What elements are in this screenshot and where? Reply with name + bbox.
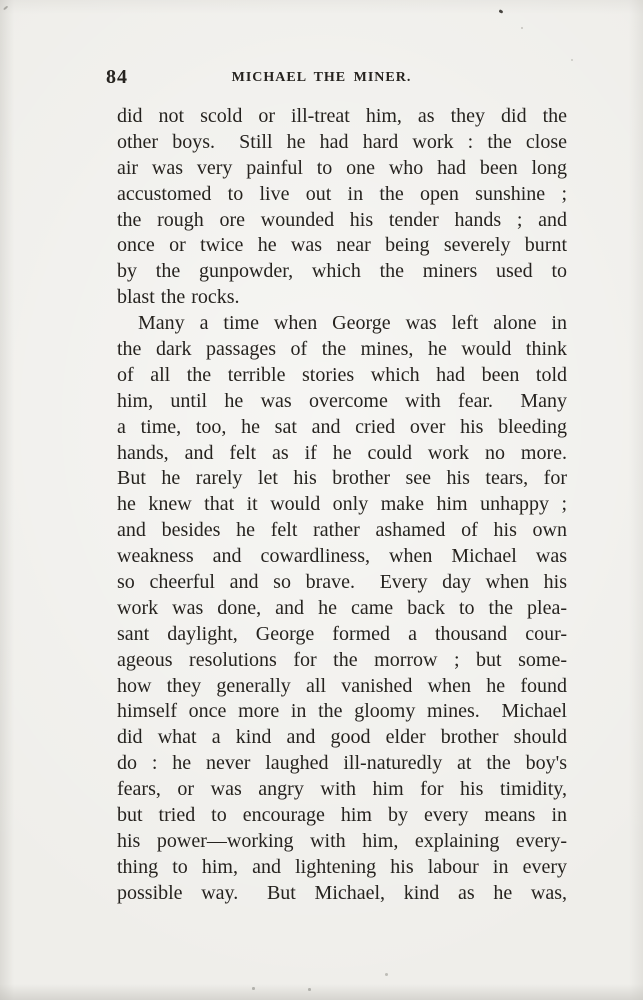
- text-line: ageous resolutions for the morrow ; but some-: [117, 648, 567, 671]
- text-line: so cheerful and so brave. Every day when his: [117, 571, 567, 594]
- text-line: the rough ore wounded his tender hands ; and: [117, 208, 567, 231]
- text-line: did not scold or ill-treat him, as they did the: [117, 105, 567, 127]
- text-line: other boys. Still he had hard work : the close: [117, 130, 567, 153]
- text-line: but tried to encourage him by every means in: [117, 804, 567, 827]
- paragraph-2: [117, 311, 567, 906]
- text-line: a time, too, he sat and cried over his bleeding: [117, 415, 567, 438]
- text-line: himself once more in the gloomy mines. Michael: [117, 700, 567, 723]
- scan-speck: [385, 973, 388, 976]
- text-line: sant daylight, George formed a thousand cour-: [117, 622, 567, 645]
- text-line: and besides he felt rather ashamed of his own: [117, 519, 567, 542]
- page-number: 84: [106, 66, 128, 88]
- text-line: of all the terrible stories which had been told: [117, 363, 567, 386]
- text-line: him, until he was overcome with fear. Many: [117, 389, 567, 412]
- text-line: accustomed to live out in the open sunshine ;: [117, 182, 567, 205]
- text-line: thing to him, and lightening his labour in every: [117, 855, 567, 878]
- text-line: blast the rocks.: [117, 286, 240, 309]
- text-line: Many a time when George was left alone in: [138, 312, 567, 335]
- scan-speck: [3, 6, 8, 10]
- text-line: fears, or was angry with him for his timidity,: [117, 778, 567, 801]
- text-line: the dark passages of the mines, he would think: [117, 338, 567, 361]
- text-line: But he rarely let his brother see his tears, for: [117, 467, 567, 490]
- text-line: work was done, and he came back to the plea-: [117, 596, 567, 619]
- scan-speck: [499, 9, 504, 13]
- paragraph-1: [117, 104, 567, 311]
- text-line: possible way. But Michael, kind as he was,: [117, 881, 567, 904]
- text-line: by the gunpowder, which the miners used to: [117, 260, 567, 283]
- text-line: do : he never laughed ill-naturedly at the boy's: [117, 752, 567, 775]
- scan-speck: [571, 59, 573, 61]
- scan-speck: [308, 988, 311, 991]
- text-line: his power—working with him, explaining every-: [117, 829, 567, 852]
- text-line: did what a kind and good elder brother should: [117, 726, 567, 749]
- text-block: [117, 104, 567, 907]
- text-line: hands, and felt as if he could work no more.: [117, 441, 567, 464]
- scan-speck: [521, 27, 523, 29]
- scan-speck: [252, 987, 255, 990]
- text-line: once or twice he was near being severely burnt: [117, 234, 567, 257]
- text-line: air was very painful to one who had been long: [117, 156, 567, 179]
- text-line: he knew that it would only make him unhappy ;: [117, 493, 567, 516]
- text-line: how they generally all vanished when he found: [117, 674, 567, 697]
- text-line: weakness and cowardliness, when Michael was: [117, 545, 567, 568]
- running-title: MICHAEL THE MINER.: [231, 70, 412, 85]
- running-header: [0, 66, 643, 92]
